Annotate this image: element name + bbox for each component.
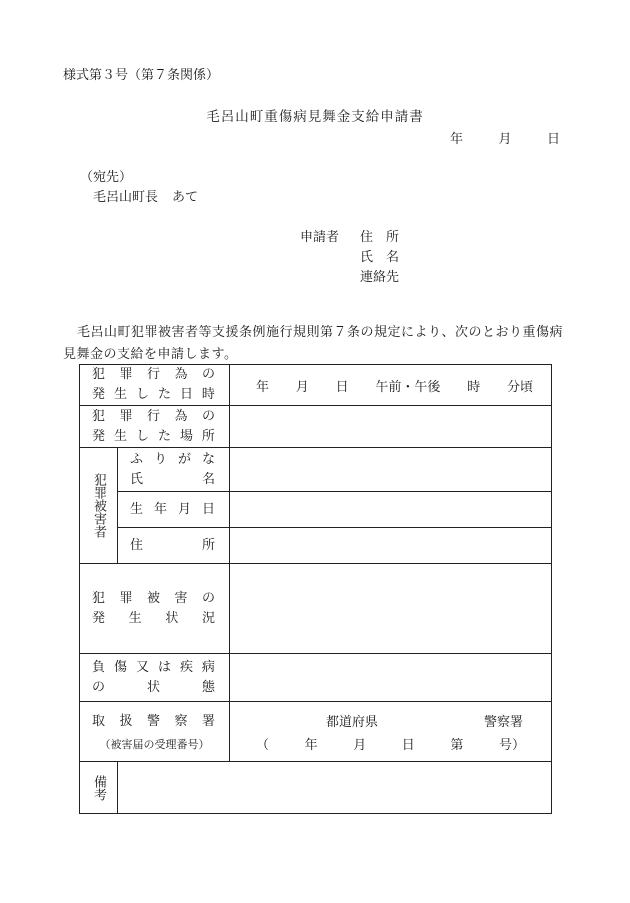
label-char: 又 — [135, 659, 149, 675]
label-char: 場 — [179, 428, 193, 444]
datetime-template — [230, 376, 551, 395]
label-char: 被 — [146, 590, 160, 606]
applicant-contact-label: 連絡先 — [360, 270, 400, 285]
label-char: 署 — [201, 713, 215, 729]
label-char: 態 — [201, 679, 215, 695]
label-char: ふ — [130, 451, 144, 467]
label-char: 察 — [174, 713, 188, 729]
date-day-label: 日 — [546, 132, 560, 147]
label-char: 年 — [153, 501, 167, 517]
crime-place-label — [80, 406, 230, 448]
label-char: 年 — [304, 737, 318, 753]
label-char: 名 — [201, 471, 215, 487]
label-line — [80, 427, 229, 447]
body-text: 毛呂山町犯罪被害者等支援条例施行規則第７条の規定により、次のとおり重傷病見舞金の支給を申請します。 — [63, 325, 564, 362]
label-char: 状 — [165, 610, 179, 626]
victim-name-row — [80, 448, 552, 492]
victim-birthdate-row — [80, 492, 552, 528]
label-char: 害 — [174, 590, 188, 606]
crime-place-row — [80, 406, 552, 448]
label-char: 行 — [146, 408, 160, 424]
application-date — [450, 128, 560, 147]
label-char: 分頃 — [506, 379, 533, 395]
label-char: 月 — [177, 501, 191, 517]
label-char: 住 — [130, 537, 144, 553]
label-char: 月 — [295, 379, 309, 395]
crime-datetime-row — [80, 365, 552, 406]
addressee-label: （宛先） — [80, 170, 133, 185]
victim-name-field[interactable] — [230, 448, 552, 492]
damage-label — [80, 564, 230, 654]
label-char: 生 — [128, 610, 142, 626]
label-char: 罪 — [119, 408, 133, 424]
label-line — [118, 536, 229, 556]
label-char: 日 — [335, 379, 349, 395]
label-line — [118, 450, 229, 470]
victim-address-field[interactable] — [230, 528, 552, 564]
label-char: し — [135, 428, 149, 444]
label-char: 生 — [113, 387, 127, 402]
label-char: 日 — [179, 387, 193, 402]
addressee-name — [93, 186, 198, 205]
label-line — [80, 407, 229, 427]
label-char: 疾 — [179, 659, 193, 675]
label-char: 所 — [201, 428, 215, 444]
police-station-line — [230, 711, 551, 730]
label-char: 時 — [467, 379, 481, 395]
victim-address-row — [80, 528, 552, 564]
label-char: 傷 — [113, 659, 127, 675]
label-line — [80, 658, 229, 678]
label-char: 犯 — [92, 367, 106, 382]
label-char: 日 — [401, 737, 415, 753]
damage-row — [80, 564, 552, 654]
label-char: 取 — [92, 713, 106, 729]
label-char: 月 — [353, 737, 367, 753]
remarks-label — [80, 762, 118, 814]
label-char: 所 — [201, 537, 215, 553]
label-char: し — [135, 387, 149, 402]
addressee-suffix: あて — [172, 190, 199, 205]
damage-field[interactable] — [230, 564, 552, 654]
prefecture-label: 都道府県 — [326, 714, 379, 730]
label-char: 負 — [92, 659, 106, 675]
label-char: り — [153, 451, 167, 467]
label-char: 生 — [130, 501, 144, 517]
label-char: 発 — [92, 428, 106, 444]
label-char: 犯罪被害者 — [91, 473, 106, 538]
label-line — [80, 678, 229, 698]
label-char: の — [201, 590, 215, 606]
application-table — [79, 364, 552, 814]
injury-field[interactable] — [230, 654, 552, 702]
label-char: 発 — [92, 610, 106, 626]
page-title: 毛呂山町重傷病見舞金支給申請書 — [206, 109, 424, 125]
label-char: 犯 — [92, 408, 106, 424]
label-char: 警 — [146, 713, 160, 729]
victim-name-label — [118, 448, 230, 492]
date-year-label: 年 — [450, 132, 464, 147]
remarks-field[interactable] — [118, 762, 552, 814]
police-row — [80, 702, 552, 762]
label-char: 生 — [113, 428, 127, 444]
label-char: な — [201, 451, 215, 467]
label-char: 状 — [146, 679, 160, 695]
label-char: 時 — [201, 387, 215, 402]
label-char: 氏 — [130, 471, 144, 487]
label-char: 為 — [174, 408, 188, 424]
label-char: の — [201, 408, 215, 424]
label-char: は — [157, 659, 171, 675]
label-char: 扱 — [119, 713, 133, 729]
crime-datetime-label — [80, 365, 230, 406]
receipt-number-line — [230, 730, 551, 753]
label-char: 発 — [92, 387, 106, 402]
label-line — [80, 589, 229, 609]
label-line — [80, 365, 229, 385]
police-label — [80, 702, 230, 762]
applicant-name-label: 氏 名 — [360, 250, 400, 265]
form-id: 様式第３号（第７条関係） — [63, 68, 220, 83]
label-char: 行 — [146, 367, 160, 382]
label-char: 罪 — [119, 367, 133, 382]
label-char: 備考 — [91, 774, 106, 801]
crime-datetime-field[interactable] — [230, 365, 552, 406]
label-char: 況 — [201, 610, 215, 626]
label-line — [118, 470, 229, 490]
applicant-address-label: 住 所 — [360, 230, 400, 245]
label-char: た — [157, 428, 171, 444]
crime-place-field[interactable] — [230, 406, 552, 448]
victim-group-label — [80, 448, 118, 564]
injury-label — [80, 654, 230, 702]
label-char: 号） — [498, 737, 525, 753]
label-char: 病 — [201, 659, 215, 675]
label-char: 年 — [256, 379, 270, 395]
police-note: （被害届の受理番号） — [99, 737, 210, 751]
police-field[interactable] — [230, 702, 552, 762]
label-char: （ — [256, 737, 270, 753]
label-char: 為 — [174, 367, 188, 382]
label-char: 犯 — [92, 590, 106, 606]
date-month-label: 月 — [498, 132, 512, 147]
label-char: の — [201, 367, 215, 382]
label-line — [118, 500, 229, 520]
label-char: 午前・午後 — [375, 379, 441, 395]
label-char: の — [92, 679, 106, 695]
label-char: た — [157, 387, 171, 402]
label-char: 日 — [201, 501, 215, 517]
label-line — [80, 609, 229, 629]
label-char: が — [177, 451, 191, 467]
victim-birthdate-field[interactable] — [230, 492, 552, 528]
station-label: 警察署 — [483, 714, 523, 730]
label-line — [80, 712, 229, 732]
applicant-label: 申請者 — [300, 230, 340, 245]
victim-birthdate-label — [118, 492, 230, 528]
victim-address-label — [118, 528, 230, 564]
label-char: 第 — [450, 737, 464, 753]
remarks-row — [80, 762, 552, 814]
label-line — [80, 385, 229, 405]
injury-row — [80, 654, 552, 702]
label-char: 罪 — [119, 590, 133, 606]
addressee-mayor: 毛呂山町長 — [93, 190, 159, 205]
